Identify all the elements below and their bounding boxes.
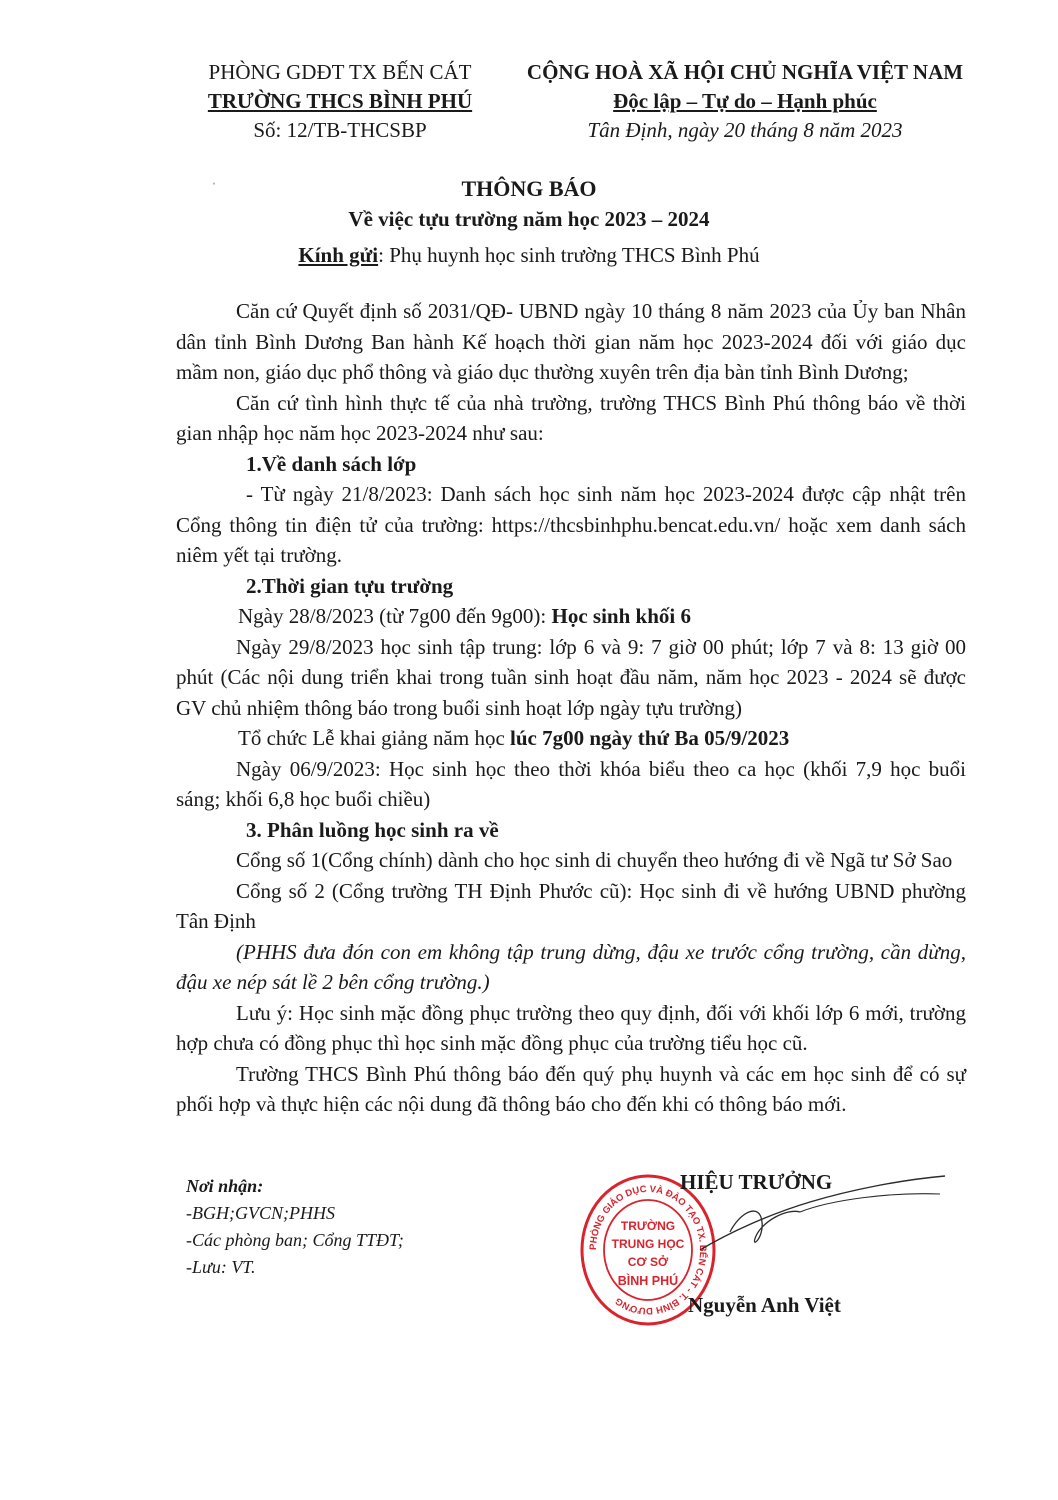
seal-ring-text: PHÒNG GIÁO DỤC VÀ ĐÀO TẠO TX. BẾN CÁT - T. BÌNH DƯƠNG bbox=[587, 1183, 709, 1317]
recipients-block bbox=[186, 1173, 404, 1281]
doc-subtitle bbox=[0, 207, 1058, 232]
section-2-line-4: Ngày 06/9/2023: Học sinh học theo thời khóa biểu theo ca học (khối 7,9 học buổi sáng; khối 6,8 học buổi chiều) bbox=[176, 756, 966, 811]
section-3-heading: 3. Phân luồng học sinh ra về bbox=[246, 817, 499, 842]
section-2-heading: 2.Thời gian tựu trường bbox=[246, 573, 454, 598]
header-right bbox=[500, 58, 990, 145]
paragraph-1: Căn cứ Quyết định số 2031/QĐ- UBND ngày 10 tháng 8 năm 2023 của Ủy ban Nhân dân tỉnh Bình Dương Ban hành Kế hoạch thời gian năm học 2023-2024 đối với giáo dục mầm non, giáo dục phổ thông và giáo dục thường xuyên trên địa bàn tỉnh Bình Dương; bbox=[176, 299, 966, 384]
national-title: CỘNG HOÀ XÃ HỘI CHỦ NGHĨA VIỆT NAM bbox=[526, 60, 964, 84]
title-main: THÔNG BÁO bbox=[461, 176, 597, 201]
handwritten-signature bbox=[690, 1172, 950, 1262]
seal-line-1: TRƯỜNG bbox=[620, 1219, 676, 1233]
paragraph-2: Căn cứ tình hình thực tế của nhà trường, trường THCS Bình Phú thông báo về thời gian nhập học năm học 2023-2024 như sau: bbox=[176, 390, 966, 445]
recipient-item: -Các phòng ban; Cổng TTĐT; bbox=[186, 1230, 404, 1250]
section-1-text: - Từ ngày 21/8/2023: Danh sách học sinh năm học 2023-2024 được cập nhật trên Cổng thông tin điện tử của trường: https://thcsbinhphu.bencat.edu.vn/ hoặc xem danh sách niêm yết tại trường. bbox=[176, 482, 966, 567]
document-number: Số: 12/TB-THCSBP bbox=[253, 118, 427, 142]
seal-line-4: BÌNH PHÚ bbox=[617, 1274, 679, 1288]
recipient-item: -Lưu: VT. bbox=[186, 1257, 256, 1277]
school-name: TRƯỜNG THCS BÌNH PHÚ bbox=[207, 89, 473, 113]
recipients-label: Nơi nhận: bbox=[186, 1176, 264, 1196]
signer-title: HIỆU TRƯỞNG bbox=[680, 1170, 833, 1194]
seal-line-2: TRUNG HỌC bbox=[611, 1237, 685, 1251]
section-3-line-1: Cổng số 1(Cổng chính) dành cho học sinh di chuyển theo hướng đi về Ngã tư Sở Sao bbox=[236, 848, 953, 872]
section-2-line-3: Tổ chức Lễ khai giảng năm học lúc 7g00 ngày thứ Ba 05/9/2023 bbox=[238, 726, 790, 750]
section-3-line-3: Lưu ý: Học sinh mặc đồng phục trường theo quy định, đối với khối lớp 6 mới, trường hợp chưa có đồng phục thì học sinh mặc đồng phục của trường tiểu học cũ. bbox=[176, 1000, 966, 1055]
header-left bbox=[160, 58, 520, 145]
closing-paragraph: Trường THCS Bình Phú thông báo đến quý phụ huynh và các em học sinh để có sự phối hợp và thực hiện các nội dung đã thông báo cho đến khi có thông báo mới. bbox=[176, 1061, 966, 1116]
section-2-line-1: Ngày 28/8/2023 (từ 7g00 đến 9g00): Học sinh khối 6 bbox=[238, 604, 691, 628]
recipient-text: : Phụ huynh học sinh trường THCS Bình Phú bbox=[378, 243, 760, 267]
section-3-line-2: Cổng số 2 (Cổng trường TH Định Phước cũ): Học sinh đi về hướng UBND phường Tân Định bbox=[176, 878, 966, 933]
body bbox=[176, 296, 966, 1120]
title-sub: Về việc tựu trường năm học 2023 – 2024 bbox=[348, 207, 710, 231]
recipient-item: -BGH;GVCN;PHHS bbox=[186, 1203, 335, 1223]
seal-line-3: CƠ SỞ bbox=[627, 1255, 669, 1269]
place-date: Tân Định, ngày 20 tháng 8 năm 2023 bbox=[587, 118, 903, 142]
department-name: PHÒNG GDĐT TX BẾN CÁT bbox=[208, 60, 472, 84]
section-1-heading: 1.Về danh sách lớp bbox=[246, 451, 417, 476]
section-3-note: (PHHS đưa đón con em không tập trung dừng, đậu xe trước cổng trường, cần dừng, đậu xe nép sát lề 2 bên cổng trường.) bbox=[176, 939, 966, 994]
signer-name: Nguyễn Anh Việt bbox=[688, 1293, 841, 1317]
stray-mark: ˈ bbox=[212, 180, 216, 194]
recipient-line bbox=[0, 243, 1058, 268]
recipient-label: Kính gửi bbox=[298, 243, 379, 267]
section-2-line-2: Ngày 29/8/2023 học sinh tập trung: lớp 6 và 9: 7 giờ 00 phút; lớp 7 và 8: 13 giờ 00 phút (Các nội dung triển khai trong tuần sinh hoạt đầu năm, năm học 2023 - 2024 sẽ được GV chủ nhiệm thông báo trong buổi sinh hoạt lớp ngày tựu trường) bbox=[176, 634, 966, 720]
doc-title bbox=[0, 176, 1058, 202]
national-motto: Độc lập – Tự do – Hạnh phúc bbox=[613, 89, 877, 113]
